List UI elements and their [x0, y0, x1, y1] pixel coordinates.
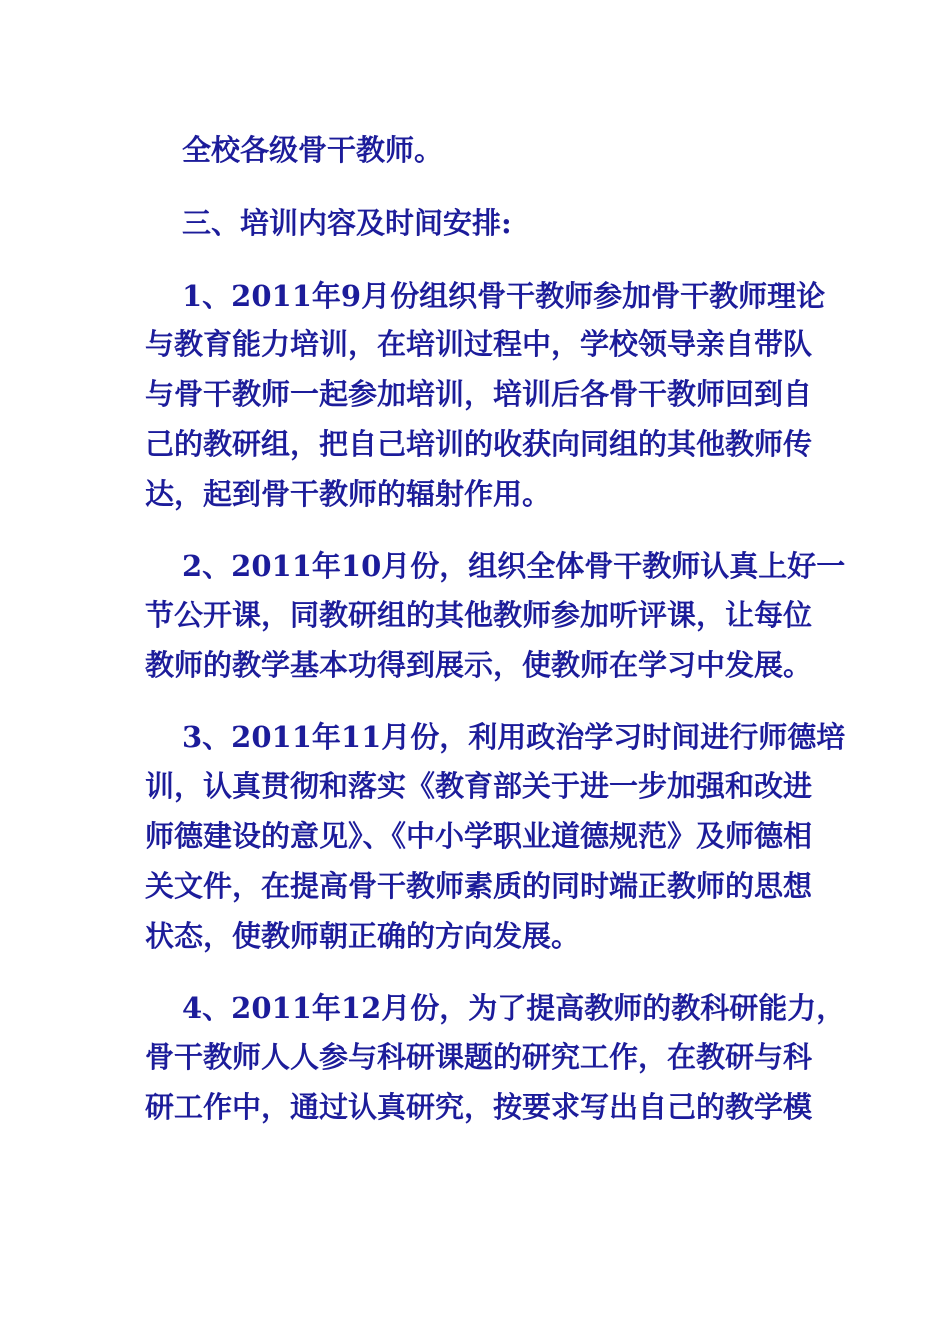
text-line: 达，起到骨干教师的辐射作用。	[145, 477, 552, 511]
text-line: 教师的教学基本功得到展示，使教师在学习中发展。	[145, 648, 813, 682]
text-line: 1、2011年9月份组织骨干教师参加骨干教师理论	[182, 279, 826, 313]
text-line: 2、2011年10月份，组织全体骨干教师认真上好一	[182, 549, 846, 583]
text-line: 与教育能力培训，在培训过程中，学校领导亲自带队	[145, 327, 813, 361]
section-heading: 三、培训内容及时间安排:	[182, 206, 512, 240]
text-line: 研工作中，通过认真研究，按要求写出自己的教学模	[145, 1090, 813, 1124]
text-line: 4、2011年12月份，为了提高教师的教科研能力，	[182, 991, 846, 1025]
text-line: 骨干教师人人参与科研课题的研究工作，在教研与科	[145, 1040, 813, 1074]
text-line: 师德建设的意见》、《中小学职业道德规范》及师德相	[145, 819, 813, 853]
text-line: 全校各级骨干教师。	[182, 133, 444, 167]
text-line: 己的教研组，把自己培训的收获向同组的其他教师传	[145, 427, 813, 461]
text-line: 训，认真贯彻和落实《教育部关于进一步加强和改进	[145, 769, 813, 803]
text-line: 关文件，在提高骨干教师素质的同时端正教师的思想	[145, 869, 813, 903]
text-line: 与骨干教师一起参加培训，培训后各骨干教师回到自	[145, 377, 813, 411]
text-line: 3、2011年11月份，利用政治学习时间进行师德培	[182, 720, 846, 754]
text-line: 节公开课，同教研组的其他教师参加听评课，让每位	[145, 598, 813, 632]
text-line: 状态，使教师朝正确的方向发展。	[145, 919, 581, 953]
